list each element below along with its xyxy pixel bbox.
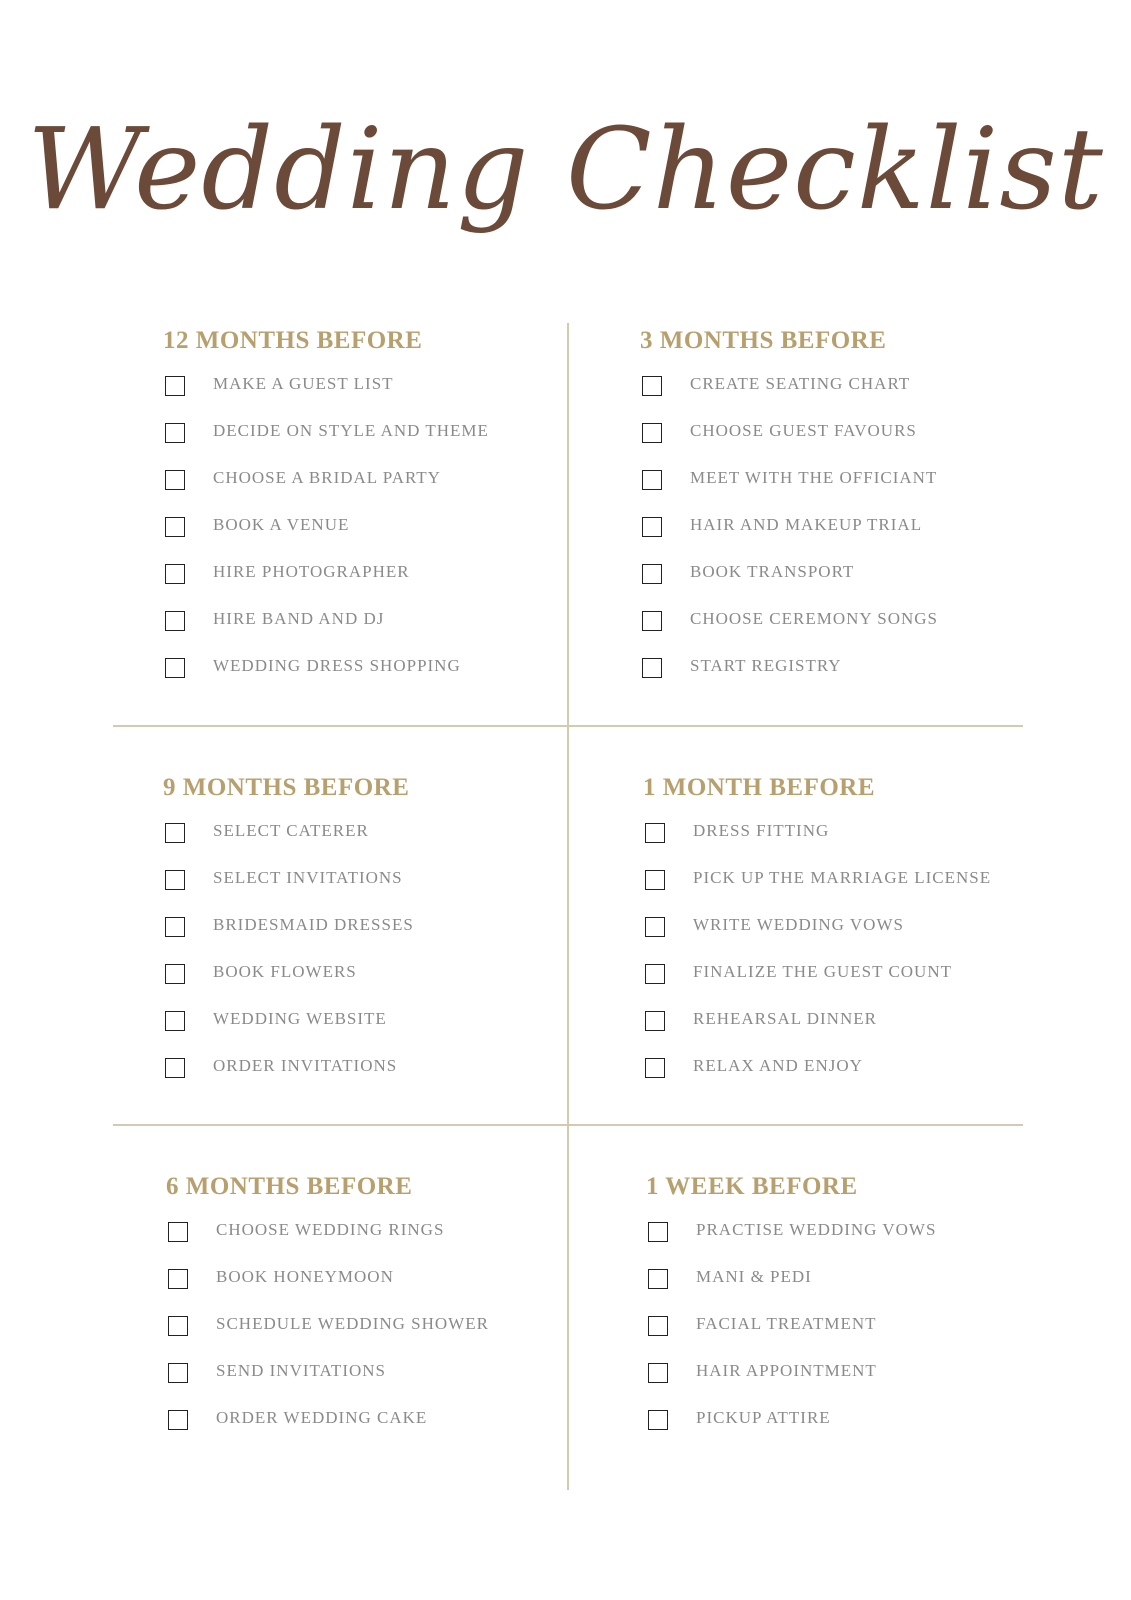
- checklist-item: [646, 1355, 1066, 1402]
- checklist-item: [640, 415, 1060, 462]
- checkbox[interactable]: [168, 1316, 188, 1336]
- checkbox[interactable]: [168, 1222, 188, 1242]
- checkbox[interactable]: [165, 470, 185, 490]
- checklist-item-label: SELECT INVITATIONS: [213, 868, 403, 887]
- checklist-item-label: HIRE PHOTOGRAPHER: [213, 562, 410, 581]
- checkbox[interactable]: [165, 658, 185, 678]
- checklist-item-label: PRACTISE WEDDING VOWS: [696, 1220, 937, 1239]
- checklist-item: [643, 909, 1063, 956]
- section-1-month: [643, 773, 1063, 1097]
- checklist-items: [163, 815, 583, 1097]
- checkbox[interactable]: [642, 423, 662, 443]
- section-9-months: [163, 773, 583, 1097]
- checkbox[interactable]: [165, 611, 185, 631]
- horizontal-divider-top: [113, 725, 1023, 727]
- checklist-item: [163, 603, 583, 650]
- checklist-item: [643, 1003, 1063, 1050]
- checklist-item-label: CHOOSE CEREMONY SONGS: [690, 609, 939, 628]
- checklist-item: [163, 650, 583, 697]
- checkbox[interactable]: [645, 1011, 665, 1031]
- checklist-item: [166, 1355, 586, 1402]
- checklist-item-label: PICK UP THE MARRIAGE LICENSE: [693, 868, 992, 887]
- checklist-item: [166, 1214, 586, 1261]
- checkbox[interactable]: [648, 1410, 668, 1430]
- checkbox[interactable]: [168, 1269, 188, 1289]
- checklist-item: [646, 1214, 1066, 1261]
- checkbox[interactable]: [165, 823, 185, 843]
- checklist-item-label: WEDDING WEBSITE: [213, 1009, 387, 1028]
- section-heading: 1 MONTH BEFORE: [643, 774, 876, 801]
- checklist-item: [163, 909, 583, 956]
- checklist-item-label: WEDDING DRESS SHOPPING: [213, 656, 461, 675]
- checklist-item: [166, 1261, 586, 1308]
- checklist-item: [646, 1308, 1066, 1355]
- checkbox[interactable]: [648, 1316, 668, 1336]
- checklist-item-label: MEET WITH THE OFFICIANT: [690, 468, 938, 487]
- checklist-item-label: MAKE A GUEST LIST: [213, 374, 394, 393]
- section-1-week: [646, 1172, 1066, 1449]
- checklist-item-label: PICKUP ATTIRE: [696, 1408, 831, 1427]
- checkbox[interactable]: [642, 376, 662, 396]
- checklist-item: [643, 815, 1063, 862]
- checklist-item: [163, 415, 583, 462]
- checklist-item-label: RELAX AND ENJOY: [693, 1056, 863, 1075]
- checkbox[interactable]: [165, 870, 185, 890]
- checklist-item-label: ORDER INVITATIONS: [213, 1056, 398, 1075]
- checklist-item: [643, 1050, 1063, 1097]
- checklist-item-label: HAIR AND MAKEUP TRIAL: [690, 515, 923, 534]
- checklist-item-label: CHOOSE WEDDING RINGS: [216, 1220, 445, 1239]
- section-heading: 3 MONTHS BEFORE: [640, 327, 887, 354]
- checklist-item: [163, 1050, 583, 1097]
- checklist-item-label: BOOK FLOWERS: [213, 962, 357, 981]
- checklist-item: [640, 650, 1060, 697]
- checklist-item: [640, 509, 1060, 556]
- checklist-item: [163, 462, 583, 509]
- checkbox[interactable]: [642, 564, 662, 584]
- section-heading: 6 MONTHS BEFORE: [166, 1173, 413, 1200]
- section-3-months: [640, 326, 1060, 697]
- checkbox[interactable]: [165, 1011, 185, 1031]
- checklist-item-label: WRITE WEDDING VOWS: [693, 915, 904, 934]
- checklist-item: [640, 462, 1060, 509]
- checklist-item: [163, 1003, 583, 1050]
- checkbox[interactable]: [648, 1222, 668, 1242]
- checklist-item-label: START REGISTRY: [690, 656, 842, 675]
- checklist-item: [163, 368, 583, 415]
- checklist-item: [640, 603, 1060, 650]
- checklist-item-label: FACIAL TREATMENT: [696, 1314, 877, 1333]
- checkbox[interactable]: [645, 964, 665, 984]
- checklist-item-label: HAIR APPOINTMENT: [696, 1361, 877, 1380]
- checkbox[interactable]: [165, 517, 185, 537]
- checklist-item-label: MANI & PEDI: [696, 1267, 812, 1286]
- checklist-items: [646, 1214, 1066, 1449]
- checklist-item: [646, 1402, 1066, 1449]
- checkbox[interactable]: [648, 1363, 668, 1383]
- checkbox[interactable]: [165, 964, 185, 984]
- checklist-item: [163, 862, 583, 909]
- checkbox[interactable]: [168, 1410, 188, 1430]
- checklist-item: [163, 509, 583, 556]
- checklist-item: [166, 1402, 586, 1449]
- checkbox[interactable]: [642, 517, 662, 537]
- checklist-item-label: CHOOSE GUEST FAVOURS: [690, 421, 917, 440]
- checkbox[interactable]: [165, 1058, 185, 1078]
- checkbox[interactable]: [168, 1363, 188, 1383]
- page-title: Wedding Checklist: [27, 105, 1104, 235]
- checklist-item-label: CREATE SEATING CHART: [690, 374, 911, 393]
- checklist-item: [166, 1308, 586, 1355]
- checklist-item: [640, 368, 1060, 415]
- checklist-item: [163, 956, 583, 1003]
- checklist-item-label: FINALIZE THE GUEST COUNT: [693, 962, 952, 981]
- checklist-item-label: ORDER WEDDING CAKE: [216, 1408, 428, 1427]
- checklist-items: [166, 1214, 586, 1449]
- checklist-item-label: SELECT CATERER: [213, 821, 369, 840]
- section-heading: 12 MONTHS BEFORE: [163, 327, 423, 354]
- section-heading: 9 MONTHS BEFORE: [163, 774, 410, 801]
- checkbox[interactable]: [642, 658, 662, 678]
- checklist-item-label: DRESS FITTING: [693, 821, 830, 840]
- checklist-item: [163, 556, 583, 603]
- checklist-item-label: HIRE BAND AND DJ: [213, 609, 385, 628]
- checklist-items: [163, 368, 583, 697]
- checkbox[interactable]: [165, 564, 185, 584]
- checklist-item: [643, 862, 1063, 909]
- checkbox[interactable]: [165, 423, 185, 443]
- horizontal-divider-bottom: [113, 1124, 1023, 1126]
- checklist-item-label: CHOOSE A BRIDAL PARTY: [213, 468, 441, 487]
- section-6-months: [166, 1172, 586, 1449]
- checkbox[interactable]: [645, 870, 665, 890]
- checklist-item-label: REHEARSAL DINNER: [693, 1009, 877, 1028]
- checklist-item: [163, 815, 583, 862]
- checklist-item-label: DECIDE ON STYLE AND THEME: [213, 421, 489, 440]
- checklist-items: [643, 815, 1063, 1097]
- section-12-months: [163, 326, 583, 697]
- checklist-items: [640, 368, 1060, 697]
- checkbox[interactable]: [642, 470, 662, 490]
- checkbox[interactable]: [642, 611, 662, 631]
- checkbox[interactable]: [165, 376, 185, 396]
- checklist-item-label: BOOK TRANSPORT: [690, 562, 855, 581]
- checklist-item-label: SCHEDULE WEDDING SHOWER: [216, 1314, 489, 1333]
- checkbox[interactable]: [165, 917, 185, 937]
- checklist-item: [643, 956, 1063, 1003]
- section-heading: 1 WEEK BEFORE: [646, 1173, 858, 1200]
- checklist-item-label: BOOK A VENUE: [213, 515, 350, 534]
- checklist-item-label: SEND INVITATIONS: [216, 1361, 386, 1380]
- checklist-item-label: BRIDESMAID DRESSES: [213, 915, 414, 934]
- checkbox[interactable]: [645, 823, 665, 843]
- checkbox[interactable]: [648, 1269, 668, 1289]
- checkbox[interactable]: [645, 1058, 665, 1078]
- checklist-item-label: BOOK HONEYMOON: [216, 1267, 394, 1286]
- checklist-item: [646, 1261, 1066, 1308]
- checkbox[interactable]: [645, 917, 665, 937]
- checklist-item: [640, 556, 1060, 603]
